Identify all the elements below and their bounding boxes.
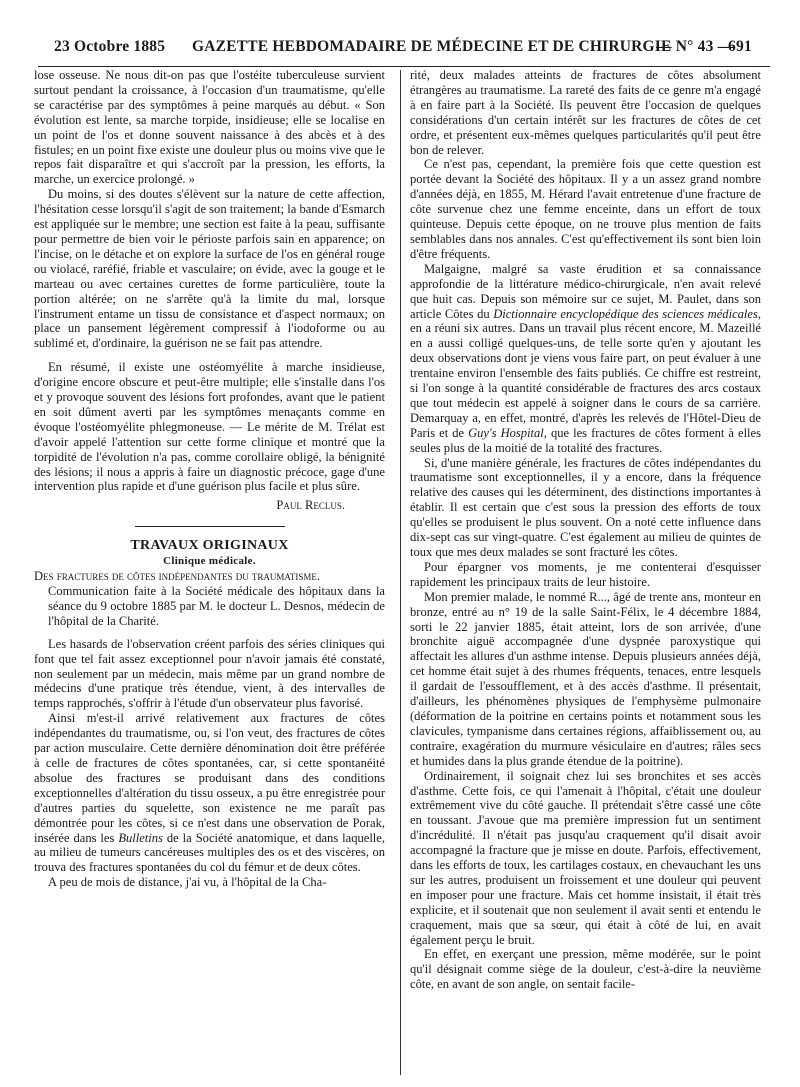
- right-paragraph-1: rité, deux malades atteints de fractures de côtes absolument étrangères au traumatisme. La rareté des faits de ce genre m'a engagé à en faire part à la Société. Ils peuvent être l'occasion de quelques considérations d'un certain intérêt sur les fractures de côtes de cet ordre, et présentent eux-mêmes quelques particularités qu'il peut être bon de relever.: [410, 68, 761, 157]
- section-separator-rule: [135, 526, 285, 527]
- article-subtitle: Communication faite à la Société médicale des hôpitaux dans la séance du 9 octobre 1885 par M. le docteur L. Desnos, médecin de l'hôpital de la Charité.: [48, 584, 385, 628]
- left-paragraph-2: Du moins, si des doutes s'élèvent sur la nature de cette affection, l'hésitation cesse lorsqu'il s'agit de son traitement; la bande d'Esmarch est appliquée sur le membre; une section est faite à la peau, suffisante pour permettre de bien voir le périoste parfois sain en apparence; on l'incise, on le détache et on explore la surface de l'os en général rouge ou violacé, raréfié, friable et vasculaire; on évide, avec la gouge et le marteau ou avec certaines curettes de forme particulière, toute la portion altérée; on ne s'arrête qu'à la limite du mal, lorsque l'instrument entame un tissu de consistance et d'aspect normaux; on place un pansement légèrement compressif à l'iodoforme ou au sublimé et, d'ordinaire, la guérison ne se fait pas attendre.: [34, 187, 385, 351]
- left-paragraph-4: Les hasards de l'observation créent parfois des séries cliniques qui font que tel fait assez exceptionnel pour n'avoir jamais été constaté, non seulement par un médecin, mais même par un grand nombre de médecins d'une pratique très étendue, vient, à des intervalles de temps rapprochés, s'offrir à l'étude d'un observateur plus favorisé.: [34, 636, 385, 711]
- right-paragraph-6: Mon premier malade, le nommé R..., âgé de trente ans, monteur en bronze, entré au n° 19 de la salle Saint-Félix, le 4 décembre 1884, sorti le 22 janvier 1885, était atteint, lors de son arrivée, d'une bronchite aiguë accompagnée d'une dyspnée paroxystique qui affectait les allures d'un asthme intense. Depuis plusieurs années déjà, cet homme était sujet à des rhumes fréquents, tenaces, entre lesquels il gardait de l'essoufflement, et à des accès d'asthme. Il présentait, d'ailleurs, les phénomènes physiques de l'emphysème pulmonaire (déformation de la poitrine en certains points et notamment sous les clavicules, tympanisme dans certaines régions, affaiblissement ou, au contraire, exagération du murmure vésiculaire en d'autres; râles secs et humides dans la plus grande étendue de la poitrine).: [410, 589, 761, 768]
- header-page-number: 691: [728, 38, 752, 55]
- right-paragraph-7: Ordinairement, il soignait chez lui ses bronchites et ses accès d'asthme. Cette fois, ce qui l'amenait à l'hôpital, c'était une douleur extrêmement vive du côté gauche. Il prétendait s'être cassé une côte en toussant. J'avoue que ma première impression fut un sentiment d'incrédulité. Il n'était pas jusqu'au craquement qu'il disait avoir accompagné la fracture que je misse en doute. Parfois, effectivement, dans les efforts de toux, les cartilages costaux, en chevauchant les uns sur les autres, produisent un froissement et une douleur qui peuvent en imposer pour une fracture. Mais cet homme insistait, il était très explicite, et il soutenait que non seulement il avait senti et entendu le craquement, mais que sa sœur, qui était à côté de lui, en avait également perçu le bruit.: [410, 768, 761, 947]
- left-paragraph-3: En résumé, il existe une ostéomyélite à marche insidieuse, d'origine encore obscure et peut-être multiple; elle s'installe dans l'os et y provoque souvent des lésions fort profondes, avant que le patient en soit dûment averti par les symptômes menaçants comme en évoque l'ostéomyélite phlegmoneuse. — Le mérite de M. Trélat est d'avoir appelé l'attention sur cette forme clinique et montré que la torpidité de l'évolution n'a pas, comme corollaire obligé, la bénignité des lésions; il nous a appris à faire un diagnostic précoce, gage d'une intervention plus rapide et d'une guérison plus facile et plus sûre.: [34, 360, 385, 494]
- right-paragraph-5: Pour épargner vos moments, je me contenterai d'esquisser rapidement les principaux traits de leur histoire.: [410, 559, 761, 589]
- column-divider: [400, 70, 401, 1075]
- left-paragraph-6: A peu de mois de distance, j'ai vu, à l'hôpital de la Cha-: [48, 875, 327, 890]
- article-heading: [34, 569, 385, 629]
- page-header: [38, 38, 770, 62]
- right-paragraph-3: Malgaigne, malgré sa vaste érudition et sa connaissance approfondie de la littérature médico-chirurgicale, n'en avait relevé que huit cas. Depuis son mémoire sur ce sujet, M. Paulet, dans son article Côtes du Dictionnaire encyclopédique des sciences médicales, en a réuni six autres. Dans un travail plus récent encore, M. Mazeillé en a aussi colligé quelques-uns, de telle sorte qu'en y ajoutant les deux observations dont je viens vous faire part, on peut évaluer à une trentaine environ l'ensemble des faits publiés. Ce chiffre est restreint, si l'on songe à la quantité considérable de fractures des arcs costaux que tout médecin est appelé à soigner dans le cours de sa carrière. Demarquay a, en effet, montré, d'après les relevés de l'Hôtel-Dieu de Paris et de Guy's Hospital, que les fractures de côtes forment à elles seules plus de la moitié de la totalité des fractures.: [410, 261, 761, 455]
- section-subtitle: Clinique médicale.: [163, 555, 256, 568]
- right-paragraph-4: Si, d'une manière générale, les fractures de côtes indépendantes du traumatisme sont exceptionnelles, il y a encore, dans la fréquence relative des causes qui les déterminent, des distinctions importantes à établir. Il est certain que c'est sous la pression des efforts de toux qu'elles se produisent le plus souvent. On a noté cette influence dans dix-sept cas sur vingt-quatre. C'est également au milieu de quintes de toux que mes deux malades se sont fracturé les côtes.: [410, 455, 761, 559]
- right-column: [410, 68, 761, 1080]
- right-paragraph-8: En effet, en exerçant une pression, même modérée, sur le point qu'il désignait comme siège de la douleur, c'est-à-dire la neuvième côte, en avant de son angle, on sentait facile-: [410, 947, 761, 992]
- left-column: [34, 68, 385, 1080]
- header-date: 23 Octobre 1885: [54, 38, 166, 55]
- header-title: GAZETTE HEBDOMADAIRE DE MÉDECINE ET DE CHIRURGIE: [192, 38, 672, 55]
- right-paragraph-2: Ce n'est pas, cependant, la première fois que cette question est portée devant la Société des hôpitaux. Il y a un assez grand nombre d'années déjà, en 1855, M. Hérard l'avait entretenue d'une fracture de côte survenue chez une femme enceinte, dans un effort de toux quinteuse. Depuis cette époque, on ne trouve plus mention de faits semblables dans nos annales. C'est qu'effectivement ils sont bien loin d'être fréquents.: [410, 157, 761, 261]
- section-title: TRAVAUX ORIGINAUX: [130, 538, 289, 554]
- header-rule: [38, 66, 770, 67]
- left-paragraph-1: lose osseuse. Ne nous dit-on pas que l'ostéite tuberculeuse survient surtout pendant la croissance, à l'occasion d'un traumatisme, qu'elle se caractérise par des symptômes à peine marqués au début. « Son évolution est lente, sa marche torpide, insidieuse; elle se localise en un point de l'os et donne souvent naissance à des abcès et à des fistules; en un point fixe existe une douleur plus ou moins vive que le repos fait disparaître et qui s'accroît par la pression, les efforts, la marche, un exercice prolongé. »: [34, 68, 385, 187]
- article-title: Des fractures de côtes indépendantes du traumatisme.: [34, 569, 321, 584]
- author-signature: Paul Reclus.: [276, 498, 345, 513]
- header-issue-number: — N° 43 —: [656, 38, 734, 55]
- left-paragraph-5: Ainsi m'est-il arrivé relativement aux fractures de côtes indépendantes du traumatisme, ou, si l'on veut, des fractures de côtes par action musculaire. Cette dernière dénomination doit être préférée à celle de fractures de côtes spontanées, car, si cette spontanéité absolue des fractures se produisant dans des conditions exceptionnelles d'altération du tissu osseux, a pu être enregistrée pour d'autres parties du squelette, son existence ne me paraît pas démontrée pour les côtes, si ce n'est dans une observation de Porak, insérée dans les Bulletins de la Société anatomique, et dans laquelle, au milieu de tumeurs cancéreuses multiples des os et des viscères, on trouva des fractures spontanées du col du fémur et de deux côtes.: [34, 711, 385, 875]
